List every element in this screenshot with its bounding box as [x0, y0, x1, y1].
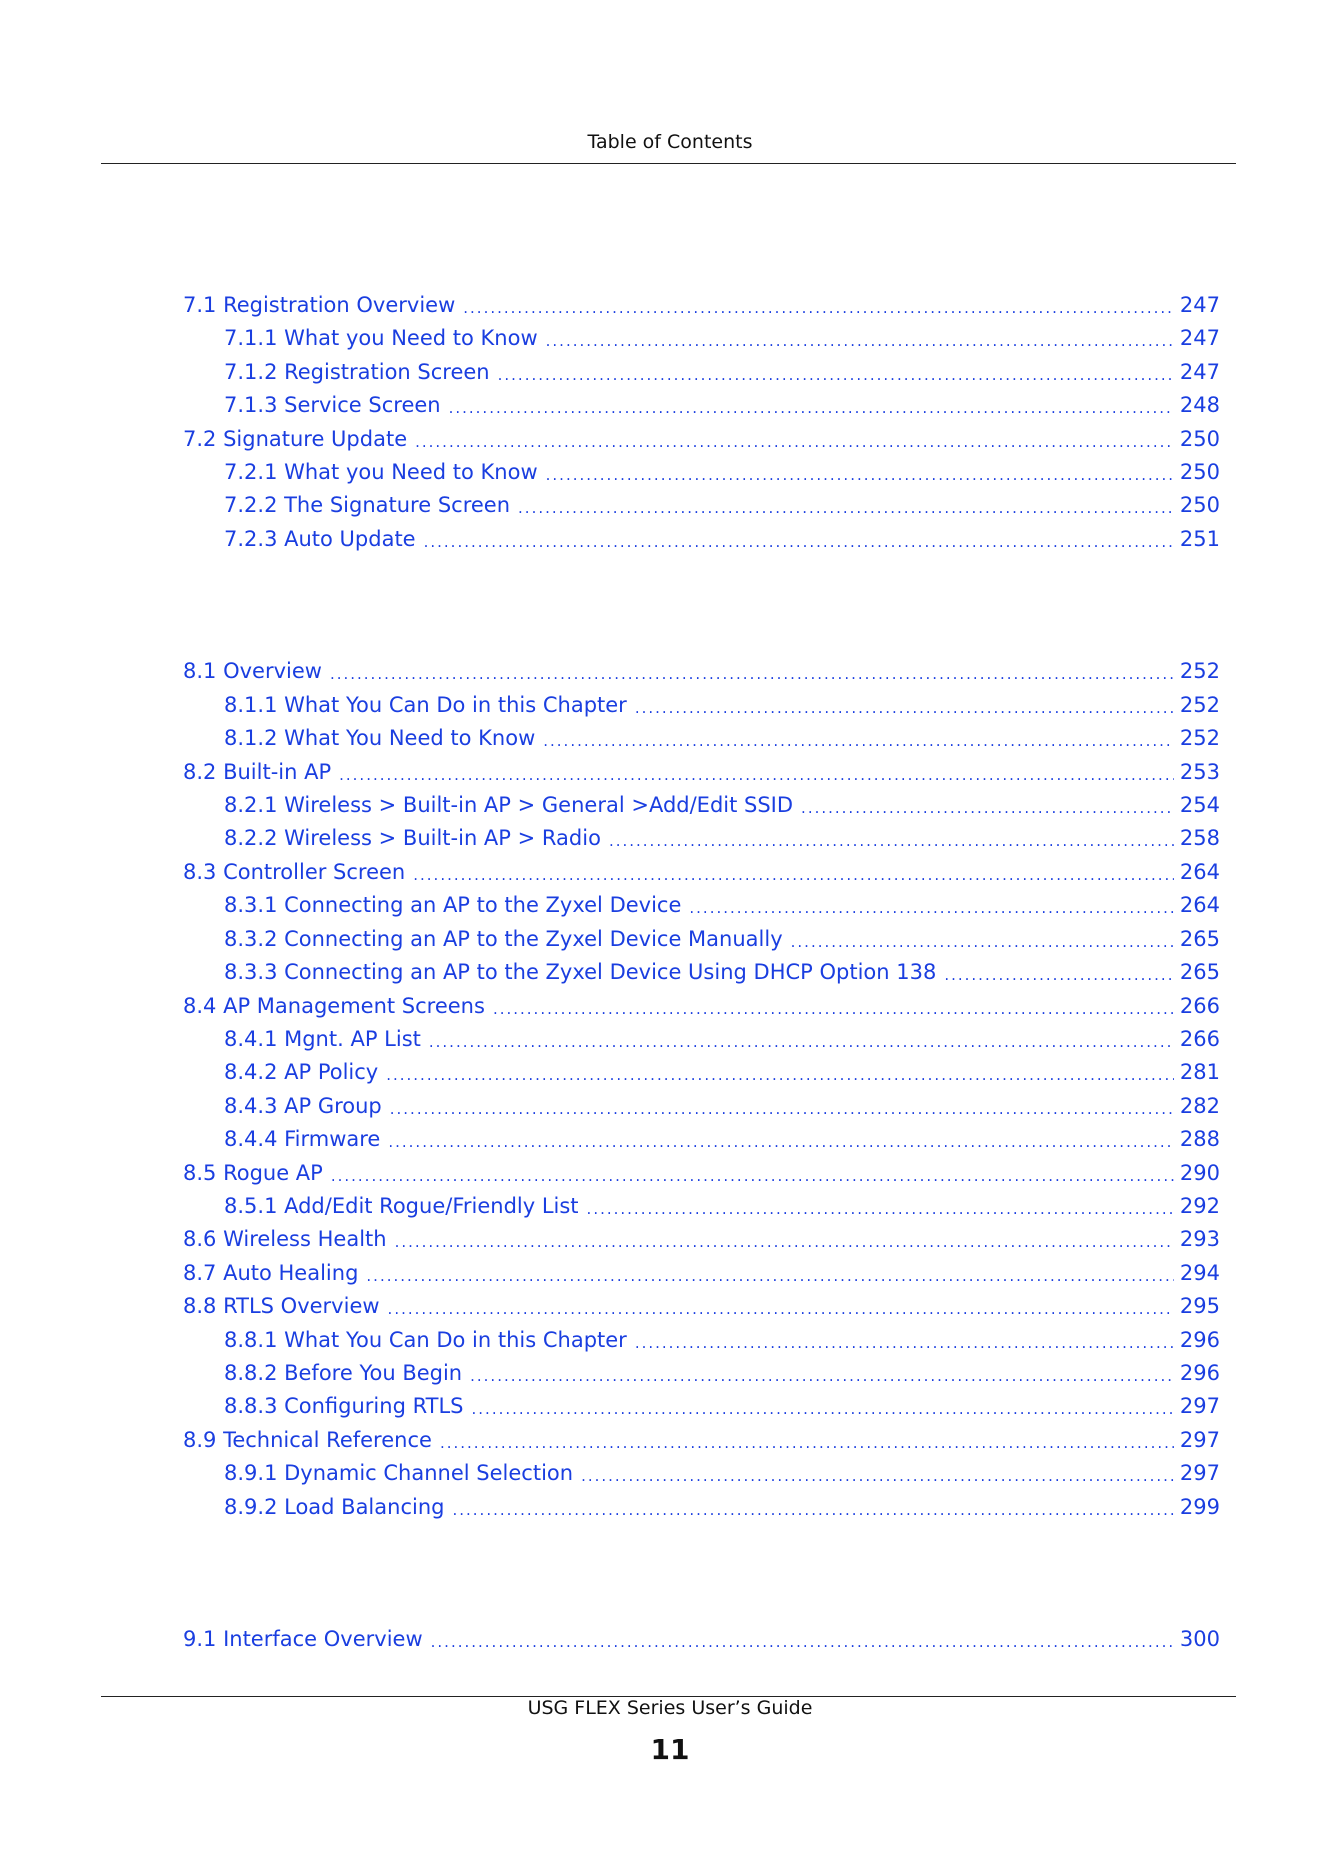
toc-entry[interactable]: [183, 757, 1220, 787]
toc-entry-label: 7.1.3 Service Screen: [224, 393, 441, 417]
toc-entry[interactable]: [183, 1291, 1220, 1321]
toc-leader-dots: [944, 966, 1174, 984]
toc-entry-label: 7.2.2 The Signature Screen: [224, 493, 511, 517]
toc-entry-label: 8.9 Technical Reference: [183, 1428, 432, 1452]
toc-entry-label: 7.1.2 Registration Screen: [224, 360, 490, 384]
page-header-title: Table of Contents: [587, 131, 753, 153]
toc-entry[interactable]: [224, 823, 1220, 853]
toc-entry-label: 8.5.1 Add/Edit Rogue/Friendly List: [224, 1194, 579, 1218]
toc-entry-page: 258: [1179, 826, 1220, 850]
toc-entry-label: 8.3.2 Connecting an AP to the Zyxel Device Manually: [224, 927, 783, 951]
toc-entry[interactable]: [224, 890, 1220, 920]
toc-entry-label: 8.1 Overview: [183, 659, 322, 683]
toc-entry-label: 8.4 AP Management Screens: [183, 994, 485, 1018]
toc-leader-dots: [388, 1300, 1174, 1318]
toc-leader-dots: [581, 1467, 1174, 1485]
toc-entry-page: 290: [1179, 1161, 1220, 1185]
toc-entry-label: 8.9.2 Load Balancing: [224, 1495, 445, 1519]
toc-entry-label: 8.2.2 Wireless > Built-in AP > Radio: [224, 826, 601, 850]
toc-entry[interactable]: [224, 790, 1220, 820]
toc-entry-label: 8.2 Built-in AP: [183, 760, 332, 784]
toc-leader-dots: [493, 1000, 1174, 1018]
toc-leader-dots: [395, 1233, 1174, 1251]
toc-entry[interactable]: [224, 1024, 1220, 1054]
toc-entry-label: 7.2.3 Auto Update: [224, 527, 416, 551]
toc-entry-page: 250: [1179, 460, 1220, 484]
toc-entry[interactable]: [183, 1158, 1220, 1188]
toc-entry[interactable]: [183, 1624, 1220, 1654]
toc-leader-dots: [518, 499, 1174, 517]
toc-entry-page: 254: [1179, 793, 1220, 817]
toc-entry[interactable]: [183, 1258, 1220, 1288]
toc-leader-dots: [429, 1033, 1174, 1051]
toc-entry[interactable]: [183, 290, 1220, 320]
toc-entry[interactable]: [224, 1191, 1220, 1221]
toc-entry[interactable]: [224, 1391, 1220, 1421]
toc-entry-page: 264: [1179, 893, 1220, 917]
toc-entry-page: 266: [1179, 1027, 1220, 1051]
toc-entry-label: 9.1 Interface Overview: [183, 1627, 423, 1651]
toc-entry[interactable]: [224, 957, 1220, 987]
toc-leader-dots: [330, 665, 1174, 683]
toc-entry-page: 288: [1179, 1127, 1220, 1151]
toc-entry[interactable]: [224, 1091, 1220, 1121]
toc-leader-dots: [390, 1100, 1174, 1118]
toc-entry-label: 8.6 Wireless Health: [183, 1227, 387, 1251]
toc-leader-dots: [546, 466, 1174, 484]
toc-entry-page: 296: [1179, 1328, 1220, 1352]
toc-entry-page: 281: [1179, 1060, 1220, 1084]
toc-entry[interactable]: [224, 490, 1220, 520]
toc-entry-label: 8.1.2 What You Need to Know: [224, 726, 536, 750]
toc-entry-page: 248: [1179, 393, 1220, 417]
toc-entry-label: 7.2 Signature Update: [183, 427, 408, 451]
toc-entry-page: 252: [1179, 726, 1220, 750]
toc-entry[interactable]: [224, 323, 1220, 353]
toc-entry[interactable]: [183, 857, 1220, 887]
toc-entry-page: 252: [1179, 693, 1220, 717]
toc-entry-page: 299: [1179, 1495, 1220, 1519]
toc-leader-dots: [472, 1400, 1174, 1418]
toc-leader-dots: [413, 866, 1174, 884]
toc-entry-label: 8.4.2 AP Policy: [224, 1060, 379, 1084]
toc-entry-label: 8.3.1 Connecting an AP to the Zyxel Device: [224, 893, 682, 917]
toc-entry-label: 8.4.1 Mgnt. AP List: [224, 1027, 421, 1051]
toc-entry-page: 264: [1179, 860, 1220, 884]
toc-entry-page: 294: [1179, 1261, 1220, 1285]
toc-leader-dots: [386, 1066, 1174, 1084]
toc-entry-label: 7.1.1 What you Need to Know: [224, 326, 538, 350]
toc-entry-label: 7.2.1 What you Need to Know: [224, 460, 538, 484]
toc-leader-dots: [498, 366, 1174, 384]
toc-entry[interactable]: [224, 1458, 1220, 1488]
toc-entry-page: 247: [1179, 360, 1220, 384]
footer-guide-title: USG FLEX Series User’s Guide: [527, 1697, 813, 1719]
toc-entry-label: 8.9.1 Dynamic Channel Selection: [224, 1461, 574, 1485]
toc-entry-label: 8.8.2 Before You Begin: [224, 1361, 463, 1385]
toc-leader-dots: [587, 1200, 1174, 1218]
toc-entry-page: 265: [1179, 927, 1220, 951]
toc-entry-label: 7.1 Registration Overview: [183, 293, 456, 317]
toc-entry-page: 252: [1179, 659, 1220, 683]
toc-entry-label: 8.7 Auto Healing: [183, 1261, 359, 1285]
toc-entry-page: 247: [1179, 293, 1220, 317]
toc-entry-page: 266: [1179, 994, 1220, 1018]
toc-entry-label: 8.3.3 Connecting an AP to the Zyxel Device Using DHCP Option 138: [224, 960, 937, 984]
toc-leader-dots: [546, 332, 1174, 350]
toc-leader-dots: [331, 1167, 1174, 1185]
toc-leader-dots: [449, 399, 1174, 417]
toc-entry[interactable]: [224, 690, 1220, 720]
toc-entry[interactable]: [183, 424, 1220, 454]
toc-entry-page: 250: [1179, 427, 1220, 451]
toc-leader-dots: [431, 1633, 1174, 1651]
toc-leader-dots: [689, 899, 1174, 917]
toc-entry-page: 250: [1179, 493, 1220, 517]
toc-entry-label: 8.8.3 Configuring RTLS: [224, 1394, 464, 1418]
toc-leader-dots: [424, 533, 1174, 551]
toc-entry-page: 251: [1179, 527, 1220, 551]
toc-entry-page: 297: [1179, 1428, 1220, 1452]
toc-leader-dots: [440, 1434, 1174, 1452]
toc-entry[interactable]: [224, 1057, 1220, 1087]
toc-entry-page: 292: [1179, 1194, 1220, 1218]
toc-entry-label: 8.8.1 What You Can Do in this Chapter: [224, 1328, 627, 1352]
toc-entry-page: 297: [1179, 1461, 1220, 1485]
toc-entry[interactable]: [224, 1124, 1220, 1154]
toc-entry[interactable]: [183, 1425, 1220, 1455]
toc-leader-dots: [415, 433, 1174, 451]
toc-entry-page: 293: [1179, 1227, 1220, 1251]
toc-leader-dots: [791, 933, 1174, 951]
toc-entry[interactable]: [183, 1224, 1220, 1254]
toc-entry-page: 295: [1179, 1294, 1220, 1318]
toc-entry[interactable]: [224, 524, 1220, 554]
toc-entry-page: 247: [1179, 326, 1220, 350]
toc-entry[interactable]: [224, 357, 1220, 387]
toc-entry[interactable]: [224, 1492, 1220, 1522]
toc-entry-page: 297: [1179, 1394, 1220, 1418]
toc-leader-dots: [463, 299, 1174, 317]
toc-leader-dots: [366, 1267, 1174, 1285]
toc-entry[interactable]: [224, 723, 1220, 753]
toc-entry[interactable]: [224, 457, 1220, 487]
toc-leader-dots: [339, 766, 1174, 784]
toc-leader-dots: [635, 1334, 1174, 1352]
toc-entry-page: 300: [1179, 1627, 1220, 1651]
toc-entry[interactable]: [224, 924, 1220, 954]
toc-entry-label: 8.3 Controller Screen: [183, 860, 406, 884]
toc-entry-label: 8.5 Rogue AP: [183, 1161, 323, 1185]
toc-entry-label: 8.4.3 AP Group: [224, 1094, 382, 1118]
toc-entry[interactable]: [224, 390, 1220, 420]
toc-entry-page: 282: [1179, 1094, 1220, 1118]
toc-leader-dots: [635, 699, 1174, 717]
toc-entry-label: 8.1.1 What You Can Do in this Chapter: [224, 693, 627, 717]
toc-entry-label: 8.4.4 Firmware: [224, 1127, 381, 1151]
toc-entry[interactable]: [183, 656, 1220, 686]
toc-leader-dots: [452, 1501, 1173, 1519]
toc-entry-page: 265: [1179, 960, 1220, 984]
toc-entry-page: 253: [1179, 760, 1220, 784]
toc-leader-dots: [609, 832, 1174, 850]
toc-entry-page: 296: [1179, 1361, 1220, 1385]
page-number: 11: [650, 1733, 690, 1766]
toc-leader-dots: [543, 732, 1174, 750]
toc-entry[interactable]: [224, 1325, 1220, 1355]
toc-entry[interactable]: [224, 1358, 1220, 1388]
toc-leader-dots: [388, 1133, 1174, 1151]
toc-leader-dots: [801, 799, 1174, 817]
toc-entry-label: 8.8 RTLS Overview: [183, 1294, 380, 1318]
toc-entry[interactable]: [183, 991, 1220, 1021]
toc-entry-label: 8.2.1 Wireless > Built-in AP > General >Add/Edit SSID: [224, 793, 794, 817]
toc-leader-dots: [470, 1367, 1174, 1385]
